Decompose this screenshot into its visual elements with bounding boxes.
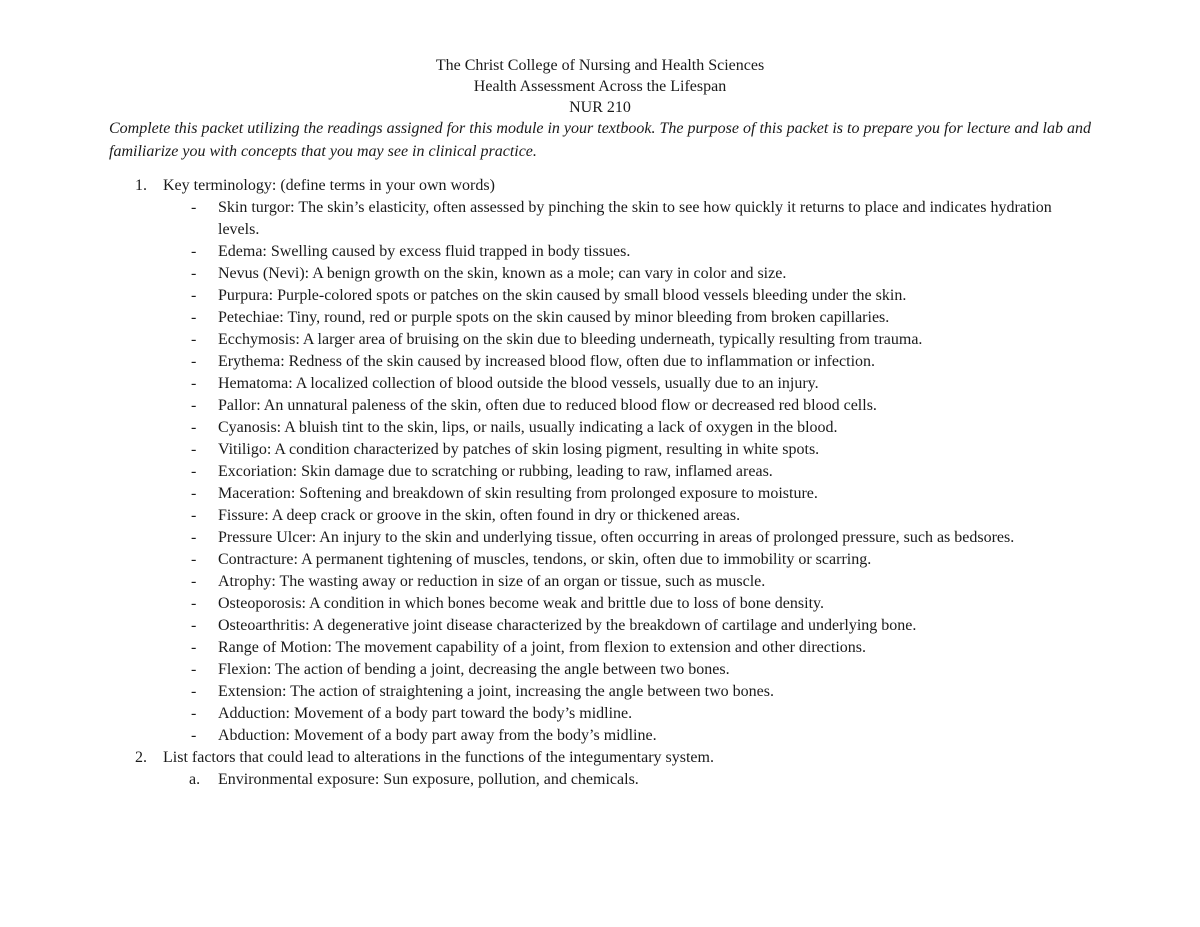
term-hematoma: Hematoma: A localized collection of blood outside the blood vessels, usually due to an injury. bbox=[218, 375, 819, 392]
question-list bbox=[109, 175, 1099, 791]
list-marker: - bbox=[191, 353, 197, 370]
term-contracture: Contracture: A permanent tightening of muscles, tendons, or skin, often due to immobility or scarring. bbox=[218, 551, 872, 568]
term-abduction: Abduction: Movement of a body part away from the body’s midline. bbox=[218, 727, 657, 744]
list-marker: - bbox=[191, 683, 197, 700]
term-pressure-ulcer: Pressure Ulcer: An injury to the skin and underlying tissue, often occurring in areas of prolonged pressure, such as bedsores. bbox=[218, 529, 1015, 546]
list-marker: - bbox=[191, 419, 197, 436]
question-number: 1. bbox=[135, 177, 147, 194]
term-cyanosis: Cyanosis: A bluish tint to the skin, lips, or nails, usually indicating a lack of oxygen in the blood. bbox=[218, 419, 838, 436]
list-marker: - bbox=[191, 265, 197, 282]
term-purpura: Purpura: Purple-colored spots or patches on the skin caused by small blood vessels bleeding under the skin. bbox=[218, 287, 907, 304]
college-name: The Christ College of Nursing and Health Sciences bbox=[435, 57, 765, 74]
term-fissure: Fissure: A deep crack or groove in the skin, often found in dry or thickened areas. bbox=[218, 507, 741, 524]
answer-environmental-exposure: Environmental exposure: Sun exposure, pollution, and chemicals. bbox=[218, 771, 639, 788]
list-marker: - bbox=[191, 441, 197, 458]
list-marker: - bbox=[191, 595, 197, 612]
term-maceration: Maceration: Softening and breakdown of skin resulting from prolonged exposure to moisture. bbox=[218, 485, 818, 502]
list-marker: - bbox=[191, 243, 197, 260]
list-marker: - bbox=[191, 727, 197, 744]
list-marker: - bbox=[191, 617, 197, 634]
course-title: Health Assessment Across the Lifespan bbox=[473, 78, 727, 95]
list-marker: - bbox=[191, 661, 197, 678]
list-marker: a. bbox=[189, 771, 201, 788]
term-vitiligo: Vitiligo: A condition characterized by patches of skin losing pigment, resulting in white spots. bbox=[218, 441, 820, 458]
list-marker: - bbox=[191, 397, 197, 414]
list-marker: - bbox=[191, 485, 197, 502]
question-2 bbox=[109, 747, 1099, 769]
list-marker: - bbox=[191, 287, 197, 304]
instructions-text: Complete this packet utilizing the readings assigned for this module in your textbook. The purpose of this packet is to prepare you for lecture and lab and familiarize you with concepts that you may see in clinical practice. bbox=[109, 120, 1091, 160]
list-marker: - bbox=[191, 529, 197, 546]
question-text: Key terminology: (define terms in your own words) bbox=[163, 177, 495, 194]
term-flexion: Flexion: The action of bending a joint, decreasing the angle between two bones. bbox=[218, 661, 730, 678]
term-osteoporosis: Osteoporosis: A condition in which bones become weak and brittle due to loss of bone density. bbox=[218, 595, 824, 612]
term-petechiae: Petechiae: Tiny, round, red or purple spots on the skin caused by minor bleeding from broken capillaries. bbox=[218, 309, 890, 326]
list-marker: - bbox=[191, 551, 197, 568]
list-marker: - bbox=[191, 573, 197, 590]
term-osteoarthritis: Osteoarthritis: A degenerative joint disease characterized by the breakdown of cartilage and underlying bone. bbox=[218, 617, 917, 634]
course-code: NUR 210 bbox=[569, 99, 631, 116]
list-marker: - bbox=[191, 705, 197, 722]
question-text: List factors that could lead to alterations in the functions of the integumentary system. bbox=[163, 749, 714, 766]
term-extension: Extension: The action of straightening a joint, increasing the angle between two bones. bbox=[218, 683, 774, 700]
term-adduction: Adduction: Movement of a body part toward the body’s midline. bbox=[218, 705, 633, 722]
list-marker: - bbox=[191, 331, 197, 348]
document-header bbox=[0, 55, 1200, 118]
term-pallor: Pallor: An unnatural paleness of the skin, often due to reduced blood flow or decreased red blood cells. bbox=[218, 397, 877, 414]
list-marker: - bbox=[191, 309, 197, 326]
term-atrophy: Atrophy: The wasting away or reduction in size of an organ or tissue, such as muscle. bbox=[218, 573, 766, 590]
list-marker: - bbox=[191, 507, 197, 524]
question-1 bbox=[109, 175, 1099, 197]
list-marker: - bbox=[191, 375, 197, 392]
term-skin-turgor: Skin turgor: The skin’s elasticity, often assessed by pinching the skin to see how quickly it returns to place and indicates hydration levels. bbox=[218, 199, 1052, 238]
term-ecchymosis: Ecchymosis: A larger area of bruising on the skin due to bleeding underneath, typically resulting from trauma. bbox=[218, 331, 923, 348]
list-marker: - bbox=[191, 463, 197, 480]
term-erythema: Erythema: Redness of the skin caused by increased blood flow, often due to inflammation or infection. bbox=[218, 353, 876, 370]
list-marker: - bbox=[191, 199, 197, 216]
term-excoriation: Excoriation: Skin damage due to scratching or rubbing, leading to raw, inflamed areas. bbox=[218, 463, 773, 480]
term-nevus: Nevus (Nevi): A benign growth on the skin, known as a mole; can vary in color and size. bbox=[218, 265, 787, 282]
question-number: 2. bbox=[135, 749, 147, 766]
term-range-of-motion: Range of Motion: The movement capability of a joint, from flexion to extension and other directions. bbox=[218, 639, 866, 656]
term-edema: Edema: Swelling caused by excess fluid trapped in body tissues. bbox=[218, 243, 631, 260]
list-marker: - bbox=[191, 639, 197, 656]
